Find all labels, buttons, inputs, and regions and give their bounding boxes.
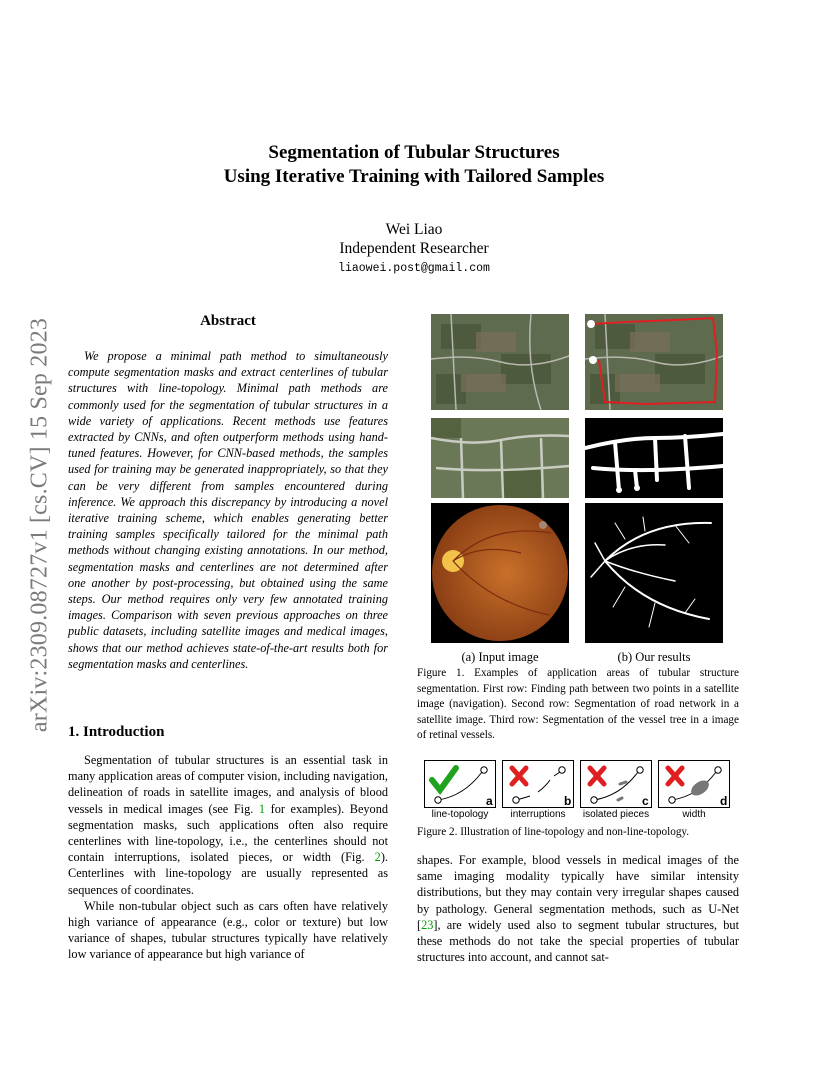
fig2-panel-b xyxy=(502,760,574,808)
unet-citation-link[interactable]: 23 xyxy=(421,917,434,932)
right-column-text xyxy=(417,852,739,965)
arxiv-id: arXiv:2309.08727v1 [cs.CV] 15 Sep 2023 xyxy=(26,317,53,733)
abstract-text: We propose a minimal path method to simultaneously compute segmentation masks and extract centerlines of tubular structures with line-topology. Minimal path methods are commonly used for the segmentation of tubular structures in a wide variety of applications. Recent methods use features extracted by CNNs, and often outperform methods using hand-tuned features. However, for CNN-based methods, the samples used for training may be generated inappropriately, so that they can be very different from samples encountered during inference. We approach this discrepancy by introducing a novel iterative training scheme, which enables generating better training samples specifically tailored for the minimal path methods without changing existing annotations. In our method, segmentation masks and centerlines are not determined after one another by post-processing, but obtained using the same steps. Our method requires only very few annotated training images. Comparison with seven previous approaches on three public datasets, including satellite images and medical images, shows that our method achieves state-of-the-art results both for segmentation masks and centerlines. xyxy=(68,349,388,671)
abstract-heading: Abstract xyxy=(200,313,256,329)
fig2-ref-link[interactable]: 2 xyxy=(374,850,381,865)
fig2-label-d: width xyxy=(682,809,706,820)
arxiv-stamp xyxy=(20,290,60,760)
satellite-input-image-1 xyxy=(431,314,569,410)
right-paragraph xyxy=(417,852,739,965)
fig2-label-b: interruptions xyxy=(510,809,566,820)
svg-text:a: a xyxy=(486,794,493,808)
svg-text:b: b xyxy=(564,794,572,808)
svg-text:c: c xyxy=(642,794,649,808)
intro-text: for examples). Beyond segmentation masks, such applications often also require centerlines with line-topology, i.e., the centerlines should not contain interruptions, isolated pieces, or width (Fig. xyxy=(68,801,388,865)
vessel-segmentation-result xyxy=(585,503,723,643)
affiliation: Independent Researcher xyxy=(339,240,489,257)
road-segmentation-result xyxy=(585,418,723,498)
retinal-input-image xyxy=(431,503,569,643)
author-name: Wei Liao xyxy=(385,221,443,238)
section-heading-introduction: 1. Introduction xyxy=(68,724,165,740)
right-text: ], are widely used also to segment tubular structures, but these methods do not take the special properties of tubular structures into account, and cannot sat- xyxy=(417,917,739,965)
fig1-subcaption-a: (a) Input image xyxy=(461,650,539,664)
svg-text:d: d xyxy=(720,794,728,808)
fig2-panel-c xyxy=(580,760,652,808)
fig2-label-c: isolated pieces xyxy=(582,809,650,820)
intro-paragraph-2: While non-tubular object such as cars often have relatively high variance of appearance (e.g., color or texture) but low variance of shapes, tubular structures typically have relatively low variance of appearance but high variance of xyxy=(68,898,388,962)
author-email[interactable]: liaowei.post@gmail.com xyxy=(338,262,490,275)
right-text: shapes. For example, blood vessels in medical images of the same imaging modality typically have similar intensity distributions, but they may contain very irregular shapes caused by pathology. General segmentation methods, such as U-Net [ xyxy=(417,853,739,932)
fig2-panel-d xyxy=(658,760,730,808)
paper-title-line1: Segmentation of Tubular Structures xyxy=(268,142,560,163)
fig2-panel-a xyxy=(424,760,496,808)
figure1-caption: Figure 1. Examples of application areas of tubular structure segmentation. First row: Finding path between two points in a satellite image (navigation). Second row: Segmentation of road network in a satellite image. Third row: Segmentation of the vessel tree in a image of retinal vessels. xyxy=(417,667,739,741)
figure2-caption: Figure 2. Illustration of line-topology and non-line-topology. xyxy=(417,826,690,838)
satellite-path-result-1 xyxy=(585,314,723,410)
satellite-input-image-2 xyxy=(431,418,569,498)
fig1-subcaption-b: (b) Our results xyxy=(617,650,691,664)
intro-body xyxy=(68,752,388,963)
intro-text: ). Centerlines with line-topology are usually represented as sequences of coordinates. xyxy=(68,850,388,897)
intro-text: Segmentation of tubular structures is an essential task in many application areas of computer vision, including navigation, delineation of roads in satellite images, and analysis of blood vessels in medical images (see Fig. xyxy=(68,753,388,816)
paper-title-line2: Using Iterative Training with Tailored Samples xyxy=(223,166,605,187)
fig1-ref-link[interactable]: 1 xyxy=(258,801,266,816)
fig2-label-a: line-topology xyxy=(431,809,489,820)
intro-paragraph-1 xyxy=(68,752,388,898)
